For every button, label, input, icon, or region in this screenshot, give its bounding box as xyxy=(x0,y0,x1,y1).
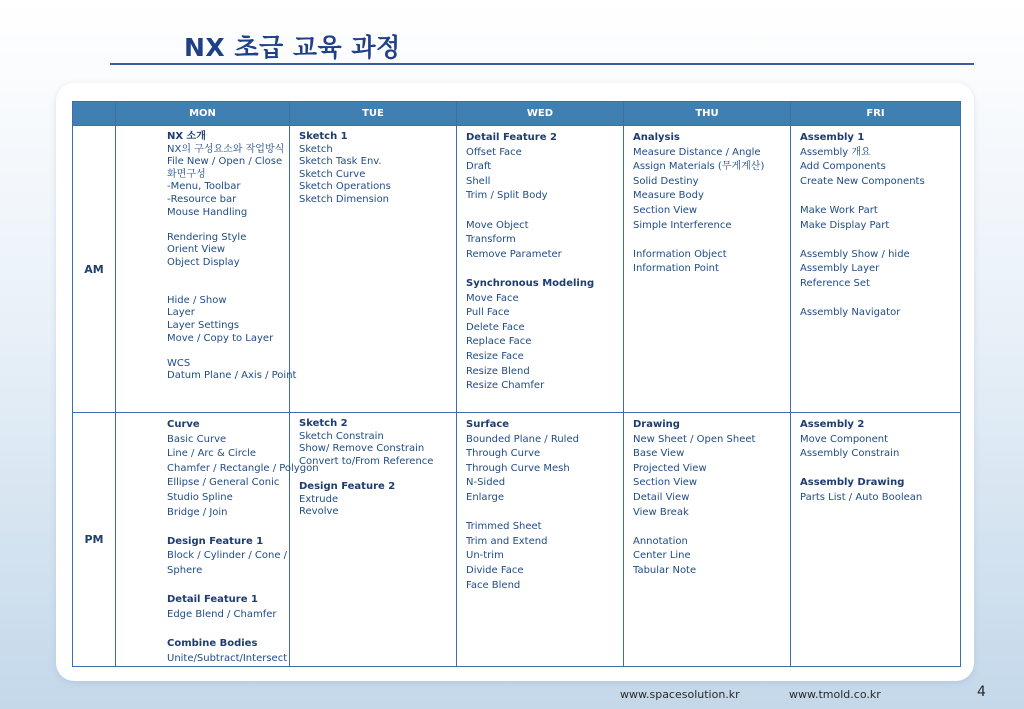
cell-spacer xyxy=(466,204,623,219)
cell-item: Unite/Subtract/Intersect xyxy=(167,652,288,664)
cell-heading: Drawing xyxy=(633,419,680,430)
cell-spacer xyxy=(167,219,289,232)
cell-pm-wed xyxy=(457,413,624,667)
cell-item: Projected View xyxy=(633,462,707,474)
cell-item: Layer Settings xyxy=(167,319,240,331)
cell-item: Datum Plane / Axis / Point xyxy=(167,370,297,382)
cell-item: Revolve xyxy=(299,506,339,518)
cell-heading: NX 소개 xyxy=(167,131,206,142)
cell-item: Replace Face xyxy=(466,336,532,348)
cell-item: Studio Spline xyxy=(167,491,233,503)
cell-item: Bounded Plane / Ruled xyxy=(466,433,579,445)
cell-heading: Analysis xyxy=(633,132,680,143)
cell-item: View Break xyxy=(633,506,689,518)
cell-item: Trim / Split Body xyxy=(466,190,548,202)
cell-item: Pull Face xyxy=(466,307,510,319)
cell-item: Rendering Style xyxy=(167,231,247,243)
cell-item: Annotation xyxy=(633,535,688,547)
cell-item: Measure Body xyxy=(633,190,704,202)
cell-item: Face Blend xyxy=(466,579,521,591)
cell-spacer xyxy=(167,520,289,535)
cell-item: Solid Destiny xyxy=(633,175,699,187)
cell-item: Divide Face xyxy=(466,564,524,576)
cell-pm-fri xyxy=(791,413,961,667)
cell-item: Draft xyxy=(466,161,492,173)
cell-am-wed xyxy=(457,126,624,413)
cell-item: Through Curve Mesh xyxy=(466,462,570,474)
cell-spacer xyxy=(800,292,960,307)
cell-item: Shell xyxy=(466,175,491,187)
cell-item: Sphere xyxy=(167,564,203,576)
cell-item: Assembly Constrain xyxy=(800,448,900,460)
header-thu: THU xyxy=(624,102,791,126)
cell-spacer xyxy=(299,468,456,481)
cell-spacer xyxy=(633,233,790,248)
cell-item: Layer xyxy=(167,307,195,319)
cell-item: Basic Curve xyxy=(167,433,227,445)
period-am: AM xyxy=(73,126,116,413)
cell-item: Simple Interference xyxy=(633,219,732,231)
cell-item: Section View xyxy=(633,477,698,489)
cell-item: Move Object xyxy=(466,219,529,231)
cell-item: Resize Chamfer xyxy=(466,380,545,392)
cell-item: Edge Blend / Chamfer xyxy=(167,608,277,620)
cell-spacer xyxy=(466,262,623,277)
cell-item: Sketch Task Env. xyxy=(299,156,382,168)
am-row xyxy=(73,126,961,413)
cell-item: Transform xyxy=(466,234,516,246)
cell-item: Detail View xyxy=(633,491,690,503)
cell-item: Hide / Show xyxy=(167,294,227,306)
cell-item: New Sheet / Open Sheet xyxy=(633,433,756,445)
cell-spacer xyxy=(167,270,289,283)
cell-item: Move Face xyxy=(466,292,519,304)
cell-item: Reference Set xyxy=(800,277,870,289)
cell-item: Parts List / Auto Boolean xyxy=(800,491,923,503)
cell-item: Mouse Handling xyxy=(167,206,248,218)
cell-item: Create New Components xyxy=(800,175,925,187)
cell-item: Convert to/From Reference xyxy=(299,455,434,467)
cell-item: Sketch Dimension xyxy=(299,193,390,205)
header-wed: WED xyxy=(457,102,624,126)
cell-spacer xyxy=(800,189,960,204)
cell-spacer xyxy=(167,579,289,594)
page-number: 4 xyxy=(977,684,986,700)
cell-item: Base View xyxy=(633,448,685,460)
cell-heading: Surface xyxy=(466,419,510,430)
page-title: NX 초급 교육 과정 xyxy=(184,33,401,62)
footer-url-tmold[interactable]: www.tmold.co.kr xyxy=(789,688,881,701)
cell-spacer xyxy=(466,506,623,521)
cell-heading: Sketch 1 xyxy=(299,131,348,142)
cell-heading: Sketch 2 xyxy=(299,418,348,429)
cell-item: Trim and Extend xyxy=(466,535,548,547)
cell-spacer xyxy=(800,233,960,248)
cell-spacer xyxy=(800,462,960,477)
cell-heading: Curve xyxy=(167,419,200,430)
cell-item: WCS xyxy=(167,357,191,369)
cell-item: Bridge / Join xyxy=(167,506,228,518)
cell-item: Trimmed Sheet xyxy=(466,521,542,533)
cell-heading: Assembly 1 xyxy=(800,132,865,143)
cell-item: Sketch Operations xyxy=(299,181,391,193)
cell-item: Sketch Constrain xyxy=(299,430,384,442)
cell-heading: Detail Feature 2 xyxy=(466,132,557,143)
cell-heading: Design Feature 1 xyxy=(167,535,264,547)
footer-url-spacesolution[interactable]: www.spacesolution.kr xyxy=(620,688,740,701)
cell-pm-tue xyxy=(290,413,457,667)
cell-spacer xyxy=(167,345,289,358)
cell-item: Make Work Part xyxy=(800,204,878,216)
pm-row xyxy=(73,413,961,667)
cell-heading: Synchronous Modeling xyxy=(466,277,595,289)
cell-heading: Assembly Drawing xyxy=(800,477,905,489)
cell-am-fri xyxy=(791,126,961,413)
cell-pm-thu xyxy=(624,413,791,667)
cell-item: Assembly 개요 xyxy=(800,146,871,158)
cell-item: Move Component xyxy=(800,433,889,445)
cell-item: -Menu, Toolbar xyxy=(167,181,241,193)
cell-spacer xyxy=(167,282,289,295)
cell-item: Through Curve xyxy=(466,448,541,460)
schedule-table xyxy=(72,101,961,667)
cell-item: Assembly Navigator xyxy=(800,307,901,319)
cell-am-thu xyxy=(624,126,791,413)
header-fri: FRI xyxy=(791,102,961,126)
cell-item: Sketch xyxy=(299,143,333,155)
cell-item: Remove Parameter xyxy=(466,248,562,260)
cell-am-tue xyxy=(290,126,457,413)
cell-heading: Detail Feature 1 xyxy=(167,594,258,606)
cell-spacer xyxy=(633,520,790,535)
cell-item: Information Point xyxy=(633,263,719,275)
cell-item: 화면구성 xyxy=(167,168,206,180)
header-tue: TUE xyxy=(290,102,457,126)
cell-item: Block / Cylinder / Cone / xyxy=(167,550,288,562)
cell-item: Assembly Show / hide xyxy=(800,248,910,260)
header-corner xyxy=(73,102,116,126)
cell-item: Object Display xyxy=(167,256,240,268)
cell-item: Assign Materials (무게계산) xyxy=(633,161,765,173)
header-row xyxy=(73,102,961,126)
cell-item: Resize Blend xyxy=(466,365,530,377)
cell-item: Sketch Curve xyxy=(299,168,366,180)
cell-item: Section View xyxy=(633,204,698,216)
cell-heading: Design Feature 2 xyxy=(299,480,396,492)
cell-item: Center Line xyxy=(633,550,691,562)
cell-item: Extrude xyxy=(299,493,339,505)
cell-item: Line / Arc & Circle xyxy=(167,448,257,460)
cell-item: N-Sided xyxy=(466,477,506,489)
cell-item: Assembly Layer xyxy=(800,263,880,275)
cell-am-mon xyxy=(116,126,297,413)
cell-item: Enlarge xyxy=(466,491,504,503)
cell-item: NX의 구성요소와 작업방식 xyxy=(167,143,285,155)
cell-item: Ellipse / General Conic xyxy=(167,477,280,489)
cell-spacer xyxy=(167,622,289,637)
cell-item: Un-trim xyxy=(466,550,504,562)
cell-heading: Assembly 2 xyxy=(800,419,865,430)
cell-item: Measure Distance / Angle xyxy=(633,146,761,158)
header-mon: MON xyxy=(116,102,290,126)
cell-item: Information Object xyxy=(633,248,727,260)
cell-item: Make Display Part xyxy=(800,219,890,231)
cell-item: Offset Face xyxy=(466,146,522,158)
cell-heading: Combine Bodies xyxy=(167,637,258,649)
period-pm: PM xyxy=(73,413,116,667)
cell-item: File New / Open / Close xyxy=(167,156,283,168)
cell-item: Delete Face xyxy=(466,321,525,333)
cell-item: Add Components xyxy=(800,161,886,173)
cell-item: Chamfer / Rectangle / Polygon xyxy=(167,462,319,474)
cell-item: Move / Copy to Layer xyxy=(167,332,274,344)
cell-item: -Resource bar xyxy=(167,193,237,205)
cell-item: Resize Face xyxy=(466,350,524,362)
cell-item: Orient View xyxy=(167,244,226,256)
title-divider xyxy=(110,63,974,65)
cell-item: Tabular Note xyxy=(633,564,697,576)
cell-item: Show/ Remove Constrain xyxy=(299,443,425,455)
